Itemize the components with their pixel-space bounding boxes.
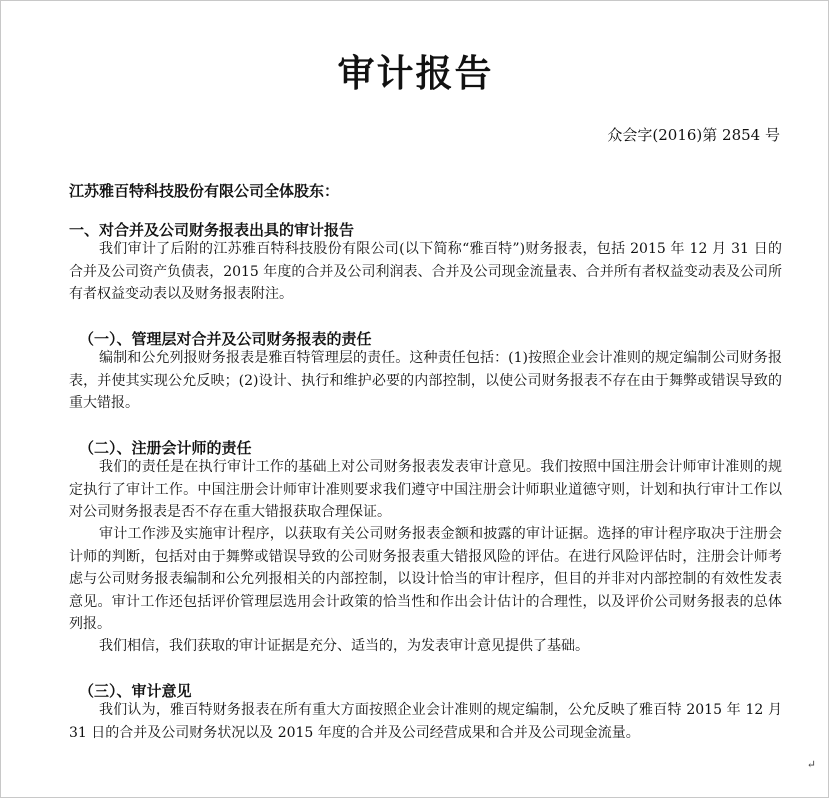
section-1-heading: 一、对合并及公司财务报表出具的审计报告 <box>69 221 355 239</box>
section-1-paragraph: 我们审计了后附的江苏雅百特科技股份有限公司(以下简称“雅百特”)财务报表，包括 2015 年 12 月 31 日的合并及公司资产负债表，2015 年度的合并及公司利润表、合并及公司现金流量表、合并所有者权益变动表及公司所有者权益变动表以及财务报表附注。 <box>69 241 782 302</box>
section-c-paragraph: 我们认为，雅百特财务报表在所有重大方面按照企业会计准则的规定编制，公允反映了雅百特 2015 年 12 月 31 日的合并及公司财务状况以及 2015 年度的合并及公司经营成果和合并及公司现金流量。 <box>69 702 782 741</box>
section-b-paragraph-2: 审计工作涉及实施审计程序，以获取有关公司财务报表金额和披露的审计证据。选择的审计程序取决于注册会计师的判断，包括对由于舞弊或错误导致的公司财务报表重大错报风险的评估。在进行风险评估时，注册会计师考虑与公司财务报表编制和公允列报相关的内部控制，以设计恰当的审计程序，但目的并非对内部控制的有效性发表意见。审计工作还包括评价管理层选用会计政策的恰当性和作出会计估计的合理性，以及评价公司财务报表的总体列报。 <box>69 526 782 632</box>
section-a-heading: （一）、管理层对合并及公司财务报表的责任 <box>79 330 372 348</box>
return-mark-icon: ↵ <box>806 758 816 771</box>
report-title: 审计报告 <box>337 51 494 95</box>
section-b-paragraph-3: 我们相信，我们获取的审计证据是充分、适当的，为发表审计意见提供了基础。 <box>99 638 589 654</box>
addressee: 江苏雅百特科技股份有限公司全体股东： <box>69 182 340 200</box>
section-b-heading: （二）、注册会计师的责任 <box>79 439 252 457</box>
document-number: 众会字(2016)第 2854 号 <box>607 126 780 144</box>
section-c-heading: （三）、审计意见 <box>79 682 192 700</box>
section-b-paragraph-1: 我们的责任是在执行审计工作的基础上对公司财务报表发表审计意见。我们按照中国注册会计师审计准则的规定执行了审计工作。中国注册会计师审计准则要求我们遵守中国注册会计师职业道德守则，计划和执行审计工作以对公司财务报表是否不存在重大错报获取合理保证。 <box>69 459 782 520</box>
section-a-paragraph: 编制和公允列报财务报表是雅百特管理层的责任。这种责任包括：(1)按照企业会计准则的规定编制公司财务报表，并使其实现公允反映；(2)设计、执行和维护必要的内部控制，以使公司财务报表不存在由于舞弊或错误导致的重大错报。 <box>69 350 782 411</box>
